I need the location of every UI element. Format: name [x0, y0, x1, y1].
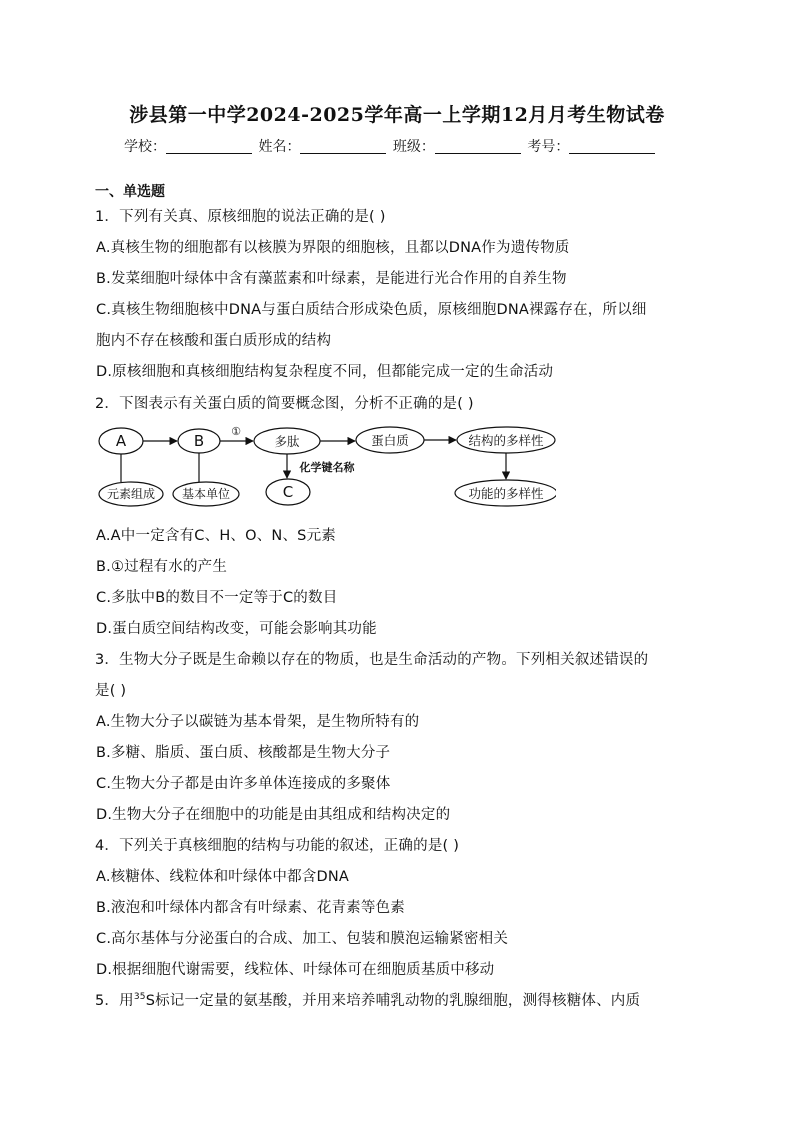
node-a-label: A [115, 432, 127, 450]
exam-number-blank [569, 139, 655, 154]
node-protein-label: 蛋白质 [371, 433, 409, 448]
question-3-stem-cont: 是( ) [95, 683, 127, 699]
node-peptide-label: 多肽 [274, 434, 300, 449]
page-title: 涉县第一中学2024-2025学年高一上学期12月月考生物试卷 [129, 104, 665, 126]
name-label: 姓名： [258, 139, 301, 155]
node-element-composition-label: 元素组成 [106, 487, 156, 501]
school-label: 学校： [124, 139, 166, 155]
question-4-option-b: B.液泡和叶绿体内都含有叶绿素、花青素等色素 [96, 900, 405, 916]
question-1-option-b: B.发菜细胞叶绿体中含有藻蓝素和叶绿素，是能进行光合作用的自养生物 [96, 271, 567, 287]
question-5-text: S标记一定量的氨基酸，并用来培养哺乳动物的乳腺细胞，测得核糖体、内质 [145, 993, 641, 1009]
question-4-option-c: C.高尔基体与分泌蛋白的合成、加工、包装和膜泡运输紧密相关 [96, 931, 509, 947]
question-1-option-a: A.真核生物的细胞都有以核膜为界限的细胞核，且都以DNA作为遗传物质 [96, 240, 570, 256]
question-2-option-b: B.①过程有水的产生 [96, 559, 228, 575]
question-4-option-a: A.核糖体、线粒体和叶绿体中都含DNA [96, 869, 350, 885]
question-3-stem: 3．生物大分子既是生命赖以存在的物质，也是生命活动的产物。下列相关叙述错误的 [95, 652, 649, 668]
class-blank [435, 139, 521, 154]
bond-name-label: 化学键名称 [299, 461, 355, 474]
question-4-option-d: D.根据细胞代谢需要，线粒体、叶绿体可在细胞质基质中移动 [96, 962, 495, 978]
student-info-line [124, 136, 657, 156]
question-3-option-d: D.生物大分子在细胞中的功能是由其组成和结构决定的 [96, 807, 451, 823]
question-1-stem: 1．下列有关真、原核细胞的说法正确的是( ) [95, 209, 386, 225]
school-blank [166, 139, 252, 154]
class-label: 班级： [392, 139, 435, 155]
node-structure-diversity-label: 结构的多样性 [468, 433, 544, 448]
question-3-option-b: B.多糖、脂质、蛋白质、核酸都是生物大分子 [96, 745, 391, 761]
step-1-label: ① [231, 425, 241, 438]
node-b-label: B [193, 432, 205, 450]
node-basic-unit-label: 基本单位 [181, 487, 231, 501]
name-blank [300, 139, 386, 154]
section-title: 一、单选题 [95, 184, 165, 200]
node-function-diversity-label: 功能的多样性 [468, 486, 544, 501]
question-3-option-a: A.生物大分子以碳链为基本骨架，是生物所特有的 [96, 714, 420, 730]
question-4-stem: 4．下列关于真核细胞的结构与功能的叙述，正确的是( ) [95, 838, 460, 854]
question-2-option-c: C.多肽中B的数目不一定等于C的数目 [96, 590, 338, 606]
question-1-option-d: D.原核细胞和真核细胞结构复杂程度不同，但都能完成一定的生命活动 [96, 364, 554, 380]
protein-concept-diagram [96, 420, 556, 516]
question-1-option-c-cont: 胞内不存在核酸和蛋白质形成的结构 [96, 333, 332, 349]
isotope-mass-number: 35 [133, 992, 146, 1003]
question-5-stem [95, 989, 640, 1010]
question-2-stem: 2．下图表示有关蛋白质的简要概念图，分析不正确的是( ) [95, 396, 474, 412]
question-2-option-d: D.蛋白质空间结构改变，可能会影响其功能 [96, 621, 377, 637]
question-5-prefix: 5．用 [95, 993, 134, 1009]
question-1-option-c: C.真核生物细胞核中DNA与蛋白质结合形成染色质，原核细胞DNA裸露存在，所以细 [96, 302, 647, 318]
question-2-option-a: A.A中一定含有C、H、O、N、S元素 [96, 528, 336, 544]
node-c-label: C [282, 483, 294, 501]
exam-number-label: 考号： [527, 139, 570, 155]
question-3-option-c: C.生物大分子都是由许多单体连接成的多聚体 [96, 776, 391, 792]
